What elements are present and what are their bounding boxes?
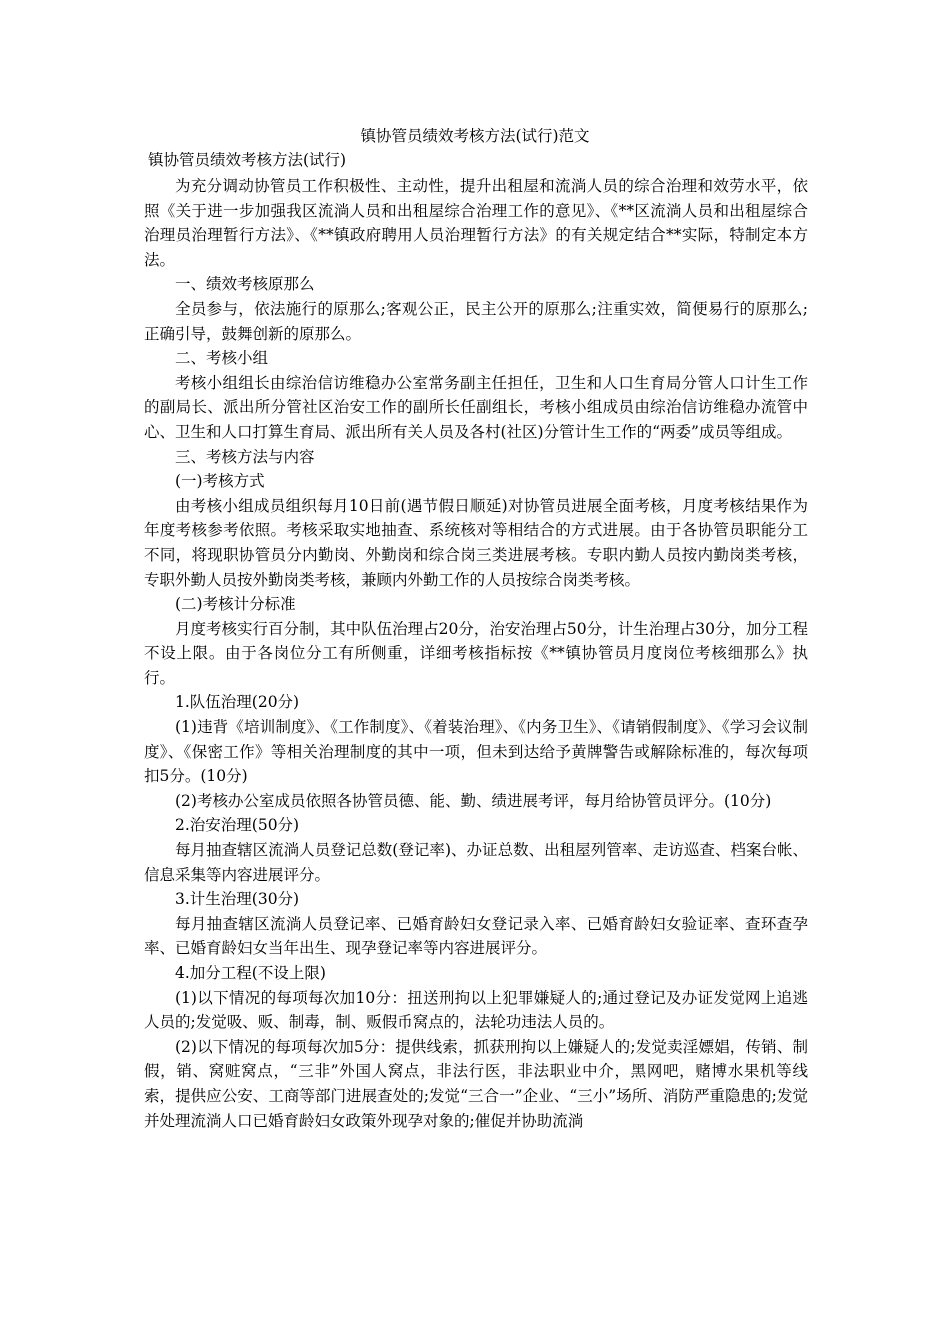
section-heading: 一、绩效考核原那么 (175, 275, 315, 294)
subsection-heading: (一)考核方式 (175, 472, 265, 491)
paragraph: 全员参与，依法施行的原那么;客观公正，民主公开的原那么;注重实效，简便易行的原那么;正确引导，鼓舞创新的原那么。 (144, 299, 808, 343)
paragraph: 为充分调动协管员工作积极性、主动性，提升出租屋和流淌人员的综合治理和效劳水平，依照《关于进一步加强我区流淌人员和出租屋综合治理工作的意见》、《**区流淌人员和出租屋综合治理员治理暂行方法》、《**镇政府聘用人员治理暂行方法》的有关规定结合**实际，特制定本方法。 (144, 177, 808, 269)
item-heading: 3.计生治理(30分) (175, 890, 300, 909)
item-heading: 2.治安治理(50分) (175, 816, 300, 835)
paragraph: 由考核小组成员组织每月10日前(遇节假日顺延)对协管员进展全面考核，月度考核结果作为年度考核参考依照。考核采取实地抽查、系统核对等相结合的方式进展。由于各协管员职能分工不同，将现职协管员分内勤岗、外勤岗和综合岗三类进展考核。专职内勤人员按内勤岗类考核，专职外勤人员按外勤岗类考核，兼顾内外勤工作的人员按综合岗类考核。 (144, 496, 808, 589)
paragraph: (1)违背《培训制度》、《工作制度》、《着装治理》、《内务卫生》、《请销假制度》、《学习会议制度》、《保密工作》等相关治理制度的其中一项，但未到达给予黄牌警告或解除标准的，每次每项扣5分。(10分) (144, 718, 808, 786)
document-subtitle: 镇协管员绩效考核方法(试行) (148, 151, 347, 169)
paragraph: 每月抽查辖区流淌人员登记率、已婚育龄妇女登记录入率、已婚育龄妇女验证率、查环查孕率、已婚育龄妇女当年出生、现孕登记率等内容进展评分。 (144, 914, 808, 958)
section-heading: 二、考核小组 (175, 349, 269, 368)
paragraph: (2)考核办公室成员依照各协管员德、能、勤、绩进展考评，每月给协管员评分。(10分) (175, 791, 772, 810)
section-heading: 三、考核方法与内容 (175, 447, 315, 466)
paragraph: (2)以下情况的每项每次加5分：提供线索，抓获刑拘以上嫌疑人的;发觉卖淫嫖娼，传销、制假，销、窝赃窝点，“三非”外国人窝点，非法行医，非法职业中介，黑网吧，赌博水果机等线索，提供应公安、工商等部门进展查处的;发觉“三合一”企业、“三小”场所、消防严重隐患的;发觉并处理流淌人口已婚育龄妇女政策外现孕对象的;催促并协助流淌 (144, 1037, 808, 1130)
item-heading: 4.加分工程(不设上限) (175, 964, 326, 982)
item-heading: 1.队伍治理(20分) (175, 693, 300, 712)
document-body (144, 174, 808, 1133)
paragraph: 每月抽查辖区流淌人员登记总数(登记率)、办证总数、出租屋列管率、走访巡查、档案台帐、信息采集等内容进展评分。 (144, 841, 808, 884)
subsection-heading: (二)考核计分标准 (175, 595, 296, 614)
paragraph: (1)以下情况的每项每次加10分：扭送刑拘以上犯罪嫌疑人的;通过登记及办证发觉网上追逃人员的;发觉吸、贩、制毒，制、贩假币窝点的，法轮功违法人员的。 (144, 988, 808, 1032)
paragraph: 考核小组组长由综治信访维稳办公室常务副主任担任，卫生和人口生育局分管人口计生工作的副局长、派出所分管社区治安工作的副所长任副组长，考核小组成员由综治信访维稳办流管中心、卫生和人口打算生育局、派出所有关人员及各村(社区)分管计生工作的“两委”成员等组成。 (144, 373, 808, 441)
document-title: 镇协管员绩效考核方法(试行)范文 (360, 127, 590, 145)
paragraph: 月度考核实行百分制，其中队伍治理占20分，治安治理占50分，计生治理占30分，加分工程不设上限。由于各岗位分工有所侧重，详细考核指标按《**镇协管员月度岗位考核细那么》执行。 (144, 619, 808, 687)
